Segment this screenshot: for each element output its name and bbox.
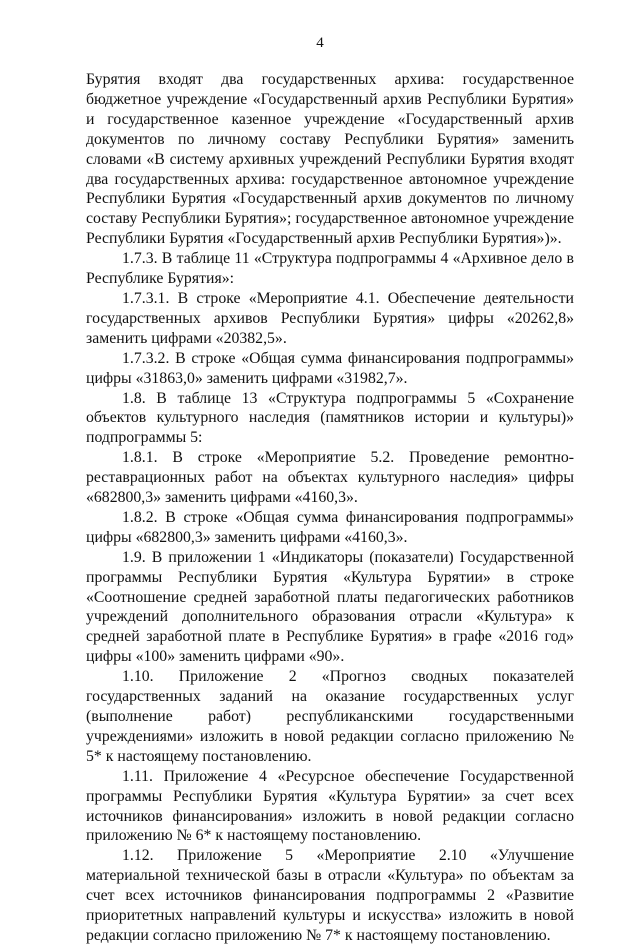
document-body (86, 70, 574, 946)
paragraph-1-10: 1.10. Приложение 2 «Прогноз сводных показателей государственных заданий на оказание государственных услуг (выполнение работ) республиканскими государственными учреждениями» изложить в новой редакции согласно приложению № 5* к настоящему постановлению. (86, 668, 574, 765)
paragraph-1-8-2: 1.8.2. В строке «Общая сумма финансирования подпрограммы» цифры «682800,3» заменить цифрами «4160,3». (86, 508, 574, 546)
paragraph-1-8: 1.8. В таблице 13 «Структура подпрограммы 5 «Сохранение объектов культурного наследия (памятников истории и культуры)» подпрограммы 5: (86, 389, 574, 447)
paragraph-1-9: 1.9. В приложении 1 «Индикаторы (показатели) Государственной программы Республики Бурятия «Культура Бурятии» в строке «Соотношение средней заработной платы педагогических работников учреждений дополнительного образования отрасли «Культура» к средней заработной плате в Республике Бурятия» в графе «2016 год» цифры «100» заменить цифрами «90». (86, 548, 574, 666)
paragraph-1-8-1: 1.8.1. В строке «Мероприятие 5.2. Проведение ремонтно-реставрационных работ на объектах культурного наследия» цифры «682800,3» заменить цифрами «4160,3». (86, 449, 574, 507)
page-number: 4 (316, 35, 324, 51)
paragraph-1-7-3-1: 1.7.3.1. В строке «Мероприятие 4.1. Обеспечение деятельности государственных архивов Республики Бурятия» цифры «20262,8» заменить цифрами «20382,5». (86, 289, 574, 347)
paragraph-1-7-3-2: 1.7.3.2. В строке «Общая сумма финансирования подпрограммы» цифры «31863,0» заменить цифрами «31982,7». (86, 349, 574, 387)
paragraph-1-7-3: 1.7.3. В таблице 11 «Структура подпрограммы 4 «Архивное дело в Республике Бурятия»: (86, 250, 574, 288)
paragraph-archives-continuation: Бурятия входят два государственных архива: государственное бюджетное учреждение «Государственный архив Республики Бурятия» и государственное казенное учреждение «Государственный архив документов по личному составу Республики Бурятия» заменить словами «В систему архивных учреждений Республики Бурятия входят два государственных архива: государственное автономное учреждение Республики Бурятия «Государственный архив документов по личному составу Республики Бурятия»; государственное автономное учреждение Республики Бурятия «Государственный архив Республики Бурятия»)». (86, 71, 574, 248)
paragraph-1-11: 1.11. Приложение 4 «Ресурсное обеспечение Государственной программы Республики Бурятия «Культура Бурятии» за счет всех источников финансирования» изложить в новой редакции согласно приложению № 6* к настоящему постановлению. (86, 767, 574, 845)
paragraph-1-12: 1.12. Приложение 5 «Мероприятие 2.10 «Улучшение материальной технической базы в отрасли «Культура» по объектам за счет всех источников финансирования подпрограммы 2 «Развитие приоритетных направлений культуры и искусства» изложить в новой редакции согласно приложению № 7* к настоящему постановлению. (86, 847, 574, 944)
